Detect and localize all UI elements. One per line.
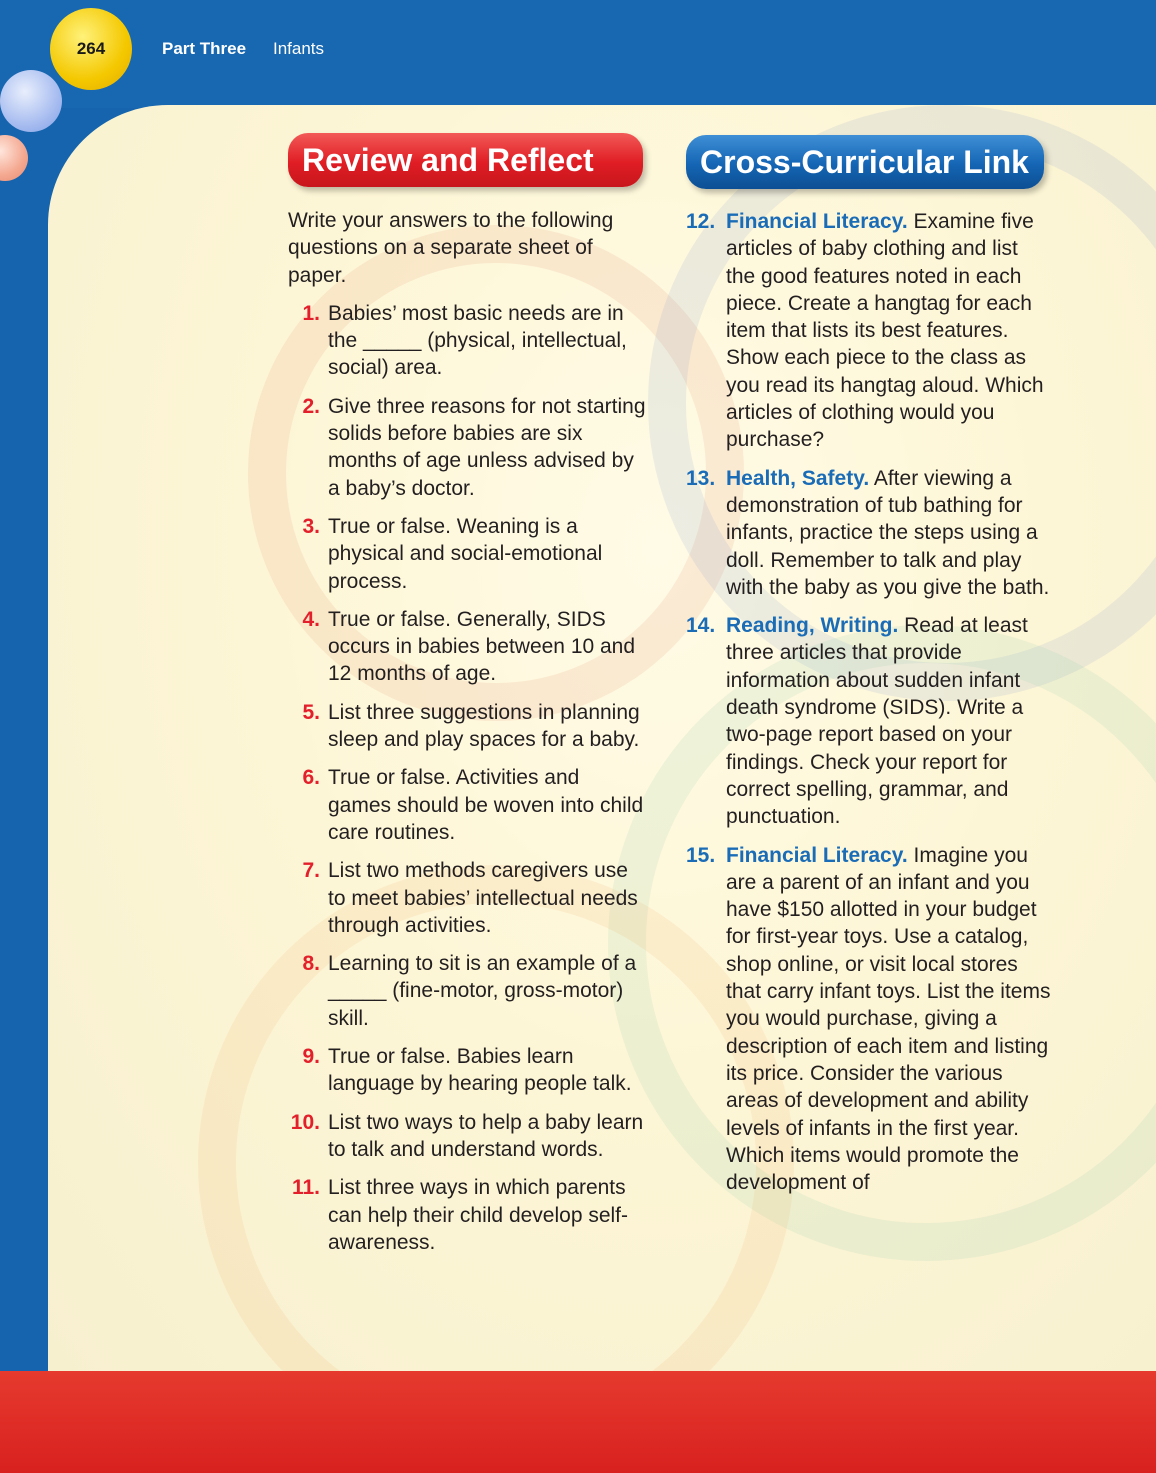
- question-number: 7.: [302, 859, 320, 883]
- review-question: [288, 1109, 648, 1164]
- review-title: Review and Reflect: [302, 141, 594, 178]
- review-question: [288, 1174, 648, 1256]
- question-number: 2.: [302, 394, 320, 418]
- cross-title: Cross-Curricular Link: [700, 143, 1029, 180]
- cross-item: [686, 842, 1051, 1197]
- item-number: 15.: [686, 843, 716, 867]
- item-text: Imagine you are a parent of an infant and you have $150 allotted in your budget for first-year toys. Use a catalog, shop online, or visit local stores that carry infant toys. List the items you would purchase, giving a description of each item and listing its price. Consider the various areas of development and ability levels of infants in the first year. Which items would promote the development of: [726, 843, 1051, 1195]
- review-question: [288, 300, 648, 382]
- review-question: [288, 857, 648, 939]
- question-number: 3.: [302, 514, 320, 538]
- question-text: Babies’ most basic needs are in the _____ (physical, intellectual, social) area.: [328, 301, 627, 380]
- question-text: List three suggestions in planning sleep and play spaces for a baby.: [328, 700, 640, 752]
- cross-item: [686, 612, 1051, 830]
- cross-item: [686, 208, 1051, 454]
- review-intro: Write your answers to the following questions on a separate sheet of paper.: [288, 209, 614, 287]
- cross-curricular-column: [686, 208, 1051, 1207]
- question-text: List three ways in which parents can help their child develop self-awareness.: [328, 1176, 629, 1254]
- decorative-blue-bubble: [0, 70, 62, 132]
- question-text: True or false. Babies learn language by hearing people talk.: [328, 1045, 632, 1096]
- review-question: [288, 699, 648, 754]
- item-heading: Financial Literacy.: [726, 210, 908, 233]
- question-text: List two ways to help a baby learn to talk and understand words.: [328, 1110, 644, 1161]
- question-number: 11.: [291, 1176, 320, 1200]
- review-question: [288, 764, 648, 846]
- question-text: List two methods caregivers use to meet babies’ intellectual needs through activities.: [328, 859, 638, 937]
- decorative-peach-bubble: [0, 135, 28, 181]
- cross-curricular-banner: [686, 135, 1044, 189]
- item-text: Read at least three articles that provide information about sudden infant death syndrome (SIDS). Write a two-page report based on your findings. Check your report for correct spelling, grammar, and punctuation.: [726, 614, 1028, 829]
- question-number: 8.: [302, 952, 320, 976]
- item-number: 14.: [686, 614, 716, 638]
- question-text: True or false. Activities and games should be woven into child care routines.: [328, 766, 644, 844]
- question-number: 9.: [302, 1045, 320, 1069]
- item-heading: Financial Literacy.: [726, 843, 908, 867]
- review-questions-column: [288, 207, 648, 1267]
- question-number: 6.: [302, 766, 320, 790]
- item-number: 12.: [686, 210, 716, 233]
- review-question: [288, 393, 648, 502]
- item-heading: Reading, Writing.: [726, 614, 899, 638]
- review-question: [288, 1043, 648, 1098]
- question-text: Learning to sit is an example of a _____ (fine-motor, gross-motor) skill.: [328, 952, 637, 1030]
- question-text: True or false. Generally, SIDS occurs in babies between 10 and 12 months of age.: [328, 607, 636, 686]
- bottom-red-band: [0, 1371, 1156, 1473]
- question-number: 1.: [302, 301, 320, 325]
- question-text: True or false. Weaning is a physical and social-emotional process.: [328, 514, 603, 593]
- page-number: 264: [76, 39, 106, 58]
- item-text: Examine five articles of baby clothing and list the good features noted in each piece. Create a hangtag for each item that lists its best features. Show each piece to the class as you read its hangtag aloud. Which articles of clothing would you purchase?: [726, 210, 1044, 452]
- question-number: 5.: [302, 700, 320, 724]
- review-question: [288, 513, 648, 595]
- question-number: 4.: [302, 607, 320, 631]
- item-number: 13.: [686, 466, 716, 490]
- review-question: [288, 606, 648, 688]
- item-text: After viewing a demonstration of tub bathing for infants, practice the steps using a doll. Remember to talk and play with the baby as you give the bath.: [726, 466, 1050, 599]
- question-number: 10.: [290, 1110, 320, 1134]
- header-part-label: Part Three: [162, 39, 247, 58]
- page-number-badge: [50, 8, 132, 90]
- review-question: [288, 950, 648, 1032]
- item-heading: Health, Safety.: [726, 466, 870, 490]
- review-and-reflect-banner: [288, 133, 643, 187]
- question-text: Give three reasons for not starting solids before babies are six months of age unless advised by a baby’s doctor.: [328, 394, 646, 500]
- header-chapter-label: Infants: [273, 39, 325, 58]
- cross-item: [686, 465, 1051, 601]
